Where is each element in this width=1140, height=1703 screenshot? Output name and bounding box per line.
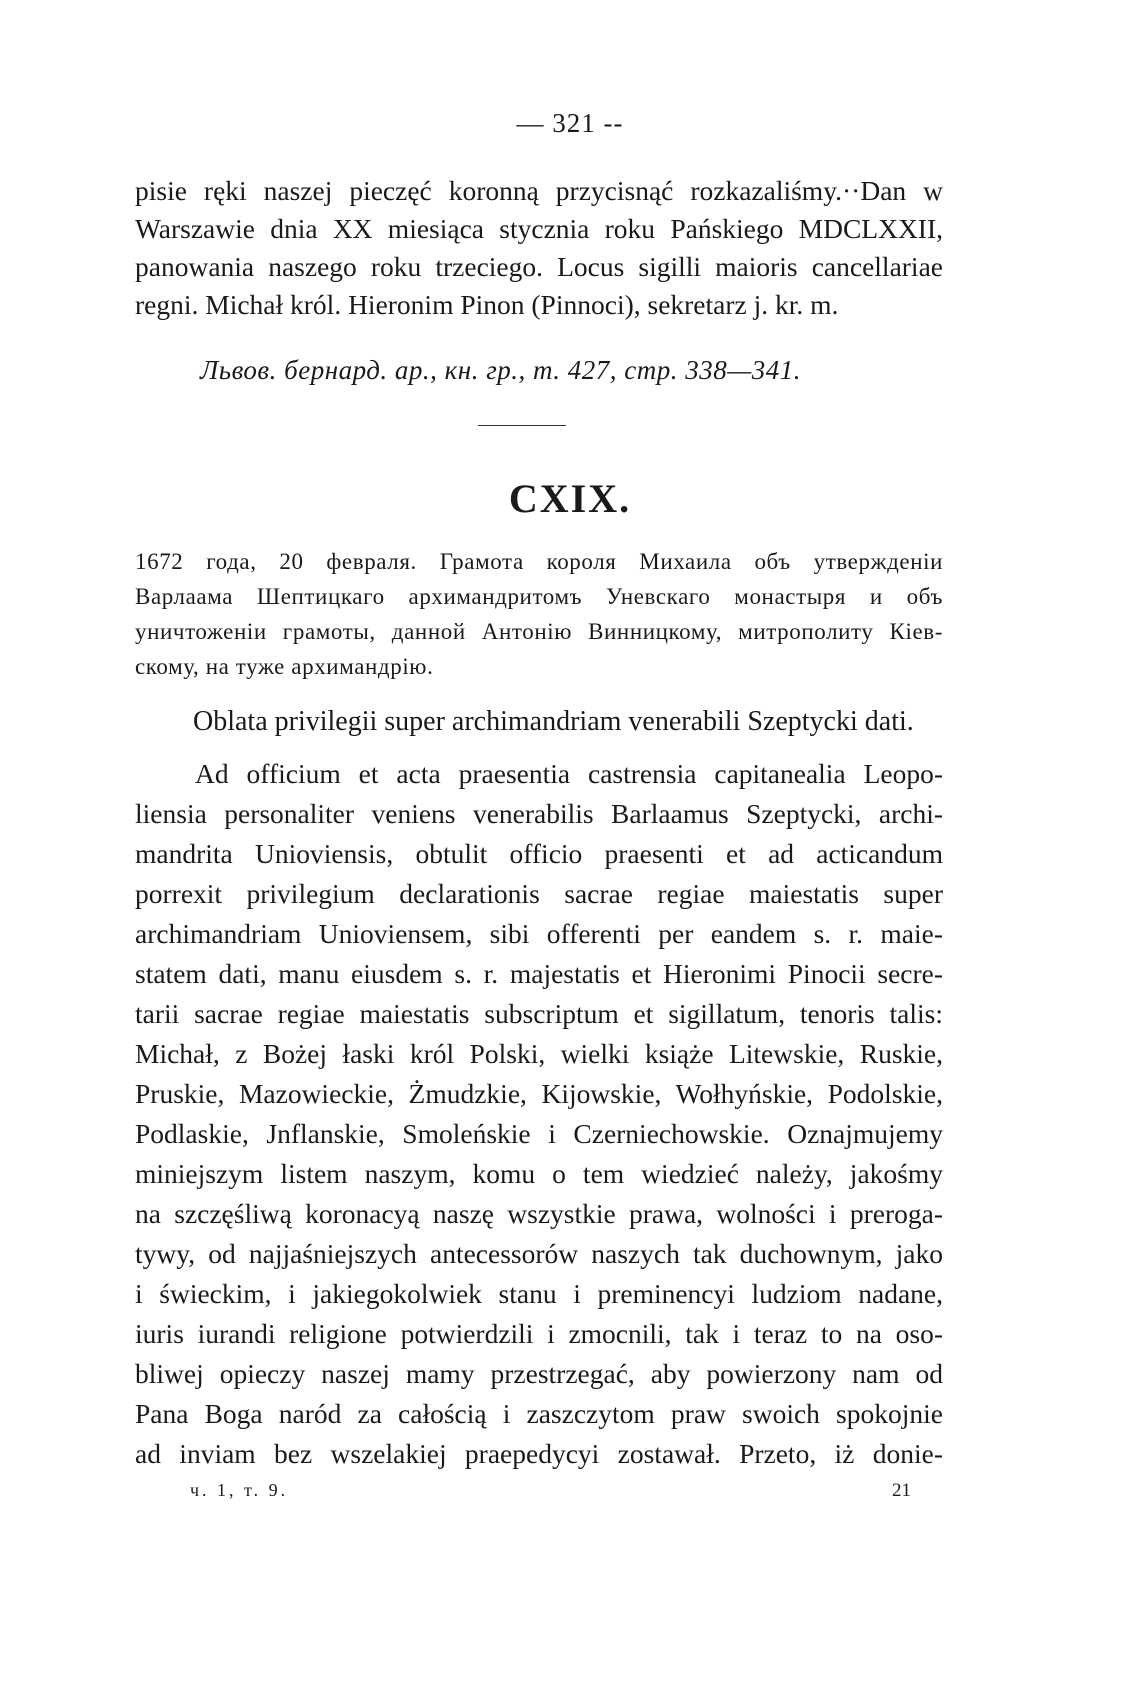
text-line: porrexit privilegium declarationis sacrae regiae maiestatis super: [135, 878, 943, 909]
header-line: уничтоженіи грамоты, данной Антонію Винницкому, митрополиту Кiев-: [135, 619, 943, 644]
text-line: iuris iurandi religione potwierdzili i zmocnili, tak i teraz to na oso-: [135, 1318, 943, 1349]
text-line: Warszawie dnia XX miesiąca stycznia roku Pańskiego MDCLXXII,: [135, 213, 943, 244]
footer-sheet-number: 21: [892, 1480, 911, 1501]
header-line: скому, на туже архимандрію.: [135, 654, 434, 679]
text-line: na szczęśliwą koronacyą naszę wszystkie prawa, wolności i preroga-: [135, 1198, 943, 1229]
text-line: tarii sacrae regiae maiestatis subscriptum et sigillatum, tenoris talis:: [135, 998, 943, 1029]
text-line: Pruskie, Mazowieckie, Żmudzkie, Kijowskie, Wołhyńskie, Podolskie,: [135, 1078, 943, 1109]
section-number: CXIX.: [508, 476, 632, 521]
footer-signature: ч. 1, т. 9.: [190, 1480, 289, 1500]
header-line: Варлаама Шептицкаго архимандритомъ Уневскаго монастыря и объ: [135, 584, 943, 609]
text-line: statem dati, manu eiusdem s. r. majestatis et Hieronimi Pinocii secre-: [135, 958, 943, 989]
header-line: 1672 года, 20 февраля. Грамота короля Михаила объ утвержденіи: [135, 549, 943, 574]
text-line: mandrita Unioviensis, obtulit officio praesenti et ad acticandum: [135, 838, 943, 869]
page-number: — 321 --: [516, 108, 624, 138]
text-line: i świeckim, i jakiegokolwiek stanu i preminencyi ludziom nadane,: [135, 1278, 943, 1309]
text-line: Michał, z Bożej łaski król Polski, wielki książe Litewskie, Ruskie,: [135, 1038, 943, 1069]
text-line: Podlaskie, Jnflanskie, Smoleńskie i Czerniechowskie. Oznajmujemy: [135, 1118, 943, 1149]
text-line: archimandriam Unioviensem, sibi offerenti per eandem s. r. maie-: [135, 918, 943, 949]
archive-citation: Львов. бернард. ар., кн. гр., т. 427, стр. 338—341.: [200, 355, 802, 385]
text-line: miniejszym listem naszym, komu o tem wiedzieć należy, jakośmy: [135, 1158, 943, 1189]
text-line: regni. Michał król. Hieronim Pinon (Pinnoci), sekretarz j. kr. m.: [135, 289, 839, 320]
text-line: ad inviam bez wszelakiej praepedycyi zostawał. Przeto, iż donie-: [135, 1438, 943, 1469]
text-line: tywy, od najjaśniejszych antecessorów naszych tak duchownym, jako: [135, 1238, 943, 1269]
oblata-heading: Oblata privilegii super archimandriam venerabili Szeptycki dati.: [193, 706, 914, 737]
text-line: Ad officium et acta praesentia castrensia capitanealia Leopo-: [195, 758, 943, 789]
section-divider: [478, 425, 566, 426]
text-line: bliwej opieczy naszej mamy przestrzegać, aby powierzony nam od: [135, 1358, 943, 1389]
text-line: pisie ręki naszej pieczęć koronną przycisnąć rozkazaliśmy.··Dan w: [135, 175, 943, 206]
text-line: liensia personaliter veniens venerabilis Barlaamus Szeptycki, archi-: [135, 798, 943, 829]
text-line: panowania naszego roku trzeciego. Locus sigilli maioris cancellariae: [135, 251, 943, 282]
text-line: Pana Boga naród za całością i zaszczytom praw swoich spokojnie: [135, 1398, 943, 1429]
